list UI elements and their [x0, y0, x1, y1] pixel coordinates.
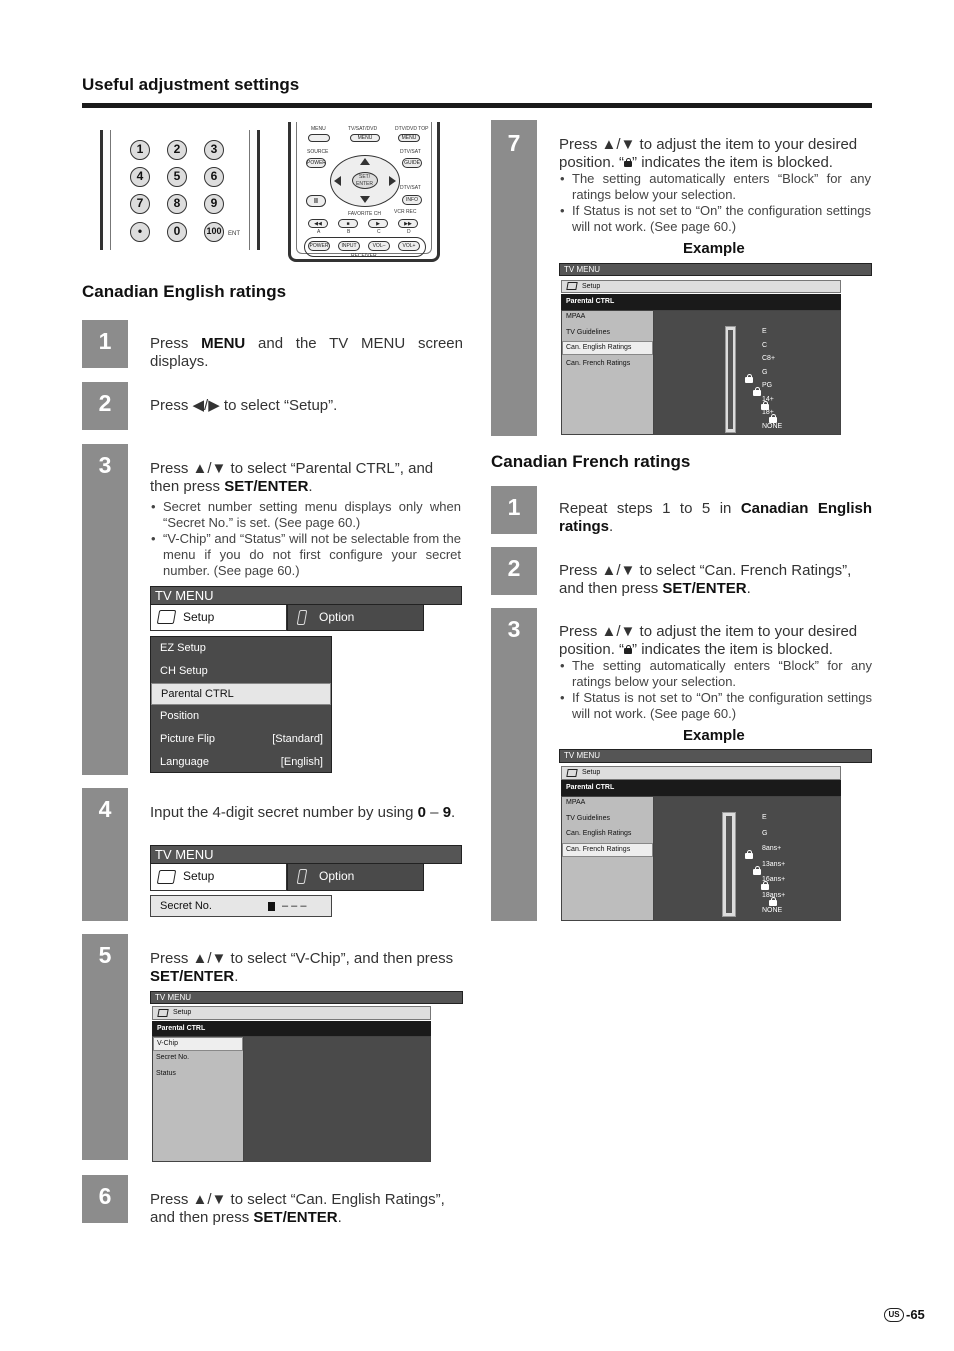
parental-header: Parental CTRL: [152, 1021, 431, 1036]
slider-track: [728, 330, 733, 429]
step-1-badge: 1: [82, 320, 128, 368]
dpad-left-icon: [334, 176, 341, 186]
keypad-key: 6: [204, 167, 224, 187]
french-step-1-badge: 1: [491, 486, 537, 534]
lock-icon: [624, 645, 632, 654]
tv-menu-title: TV MENU: [150, 845, 462, 864]
page-number: -65: [906, 1307, 925, 1322]
step-5-text: Press ▲/▼ to select “V-Chip”, and then press SET/ENTER.: [150, 950, 454, 985]
rating-item: NONE: [762, 422, 783, 430]
menu-item-can-english: Can. English Ratings: [566, 830, 632, 837]
rl-receiver: RECEIVER: [351, 253, 377, 259]
rating-slider: [725, 326, 736, 433]
lock-icon: [753, 866, 761, 875]
rating-item: E: [762, 814, 767, 821]
step-3-text: Press ▲/▼ to select “Parental CTRL”, and then press SET/ENTER.: [150, 460, 434, 495]
dpad-right-icon: [389, 176, 396, 186]
play-icon: ▶: [368, 219, 388, 228]
rl-dtvtop: DTV/DVD TOP: [395, 126, 429, 132]
rating-item: 8ans+: [762, 845, 782, 852]
secret-dashes: – – –: [282, 900, 307, 912]
step-7-bullets: [560, 171, 871, 235]
tv-menu-secret: [150, 845, 462, 920]
remote-illustration: [98, 120, 448, 265]
menu-item-position: Position: [160, 710, 200, 722]
rk-input: INPUT: [338, 241, 360, 251]
rating-item: C: [762, 341, 768, 349]
french-step-3-text: Press ▲/▼ to adjust the item to your desired position. “ ” indicates the item is blocked.: [559, 623, 858, 658]
header-rule: [82, 103, 872, 108]
keypad-key: 2: [167, 140, 187, 160]
french-step-2-badge: 2: [491, 547, 537, 595]
menu-item-can-french: Can. French Ratings: [566, 360, 631, 367]
rl-c: C: [377, 229, 381, 235]
ent-label: ENT: [228, 231, 240, 237]
rating-item: PG: [762, 382, 773, 389]
step-4-badge: 4: [82, 788, 128, 921]
rk-info: INFO: [402, 195, 422, 205]
rk-menu: MENU: [350, 134, 380, 142]
rating-item: 16ans+: [762, 876, 786, 883]
keypad-key: 5: [167, 167, 187, 187]
rating-item: C8+: [762, 355, 776, 362]
tv-menu-setup: [150, 586, 462, 776]
tv-menu-can-french: [559, 749, 872, 921]
rl-set: SET/: [359, 174, 371, 180]
step-7-text: Press ▲/▼ to adjust the item to your desired position. “ ” indicates the item is blocked.: [559, 136, 858, 171]
rl-menu: MENU: [311, 126, 326, 132]
step-4-text: Input the 4-digit secret number by using 0 – 9.: [150, 804, 456, 821]
keypad-key: 1: [130, 140, 150, 160]
step-1-text: Press MENU and the TV MENU screen displays.: [150, 335, 463, 370]
french-step-1-text: Repeat steps 1 to 5 in Canadian English ratings.: [559, 500, 872, 535]
bullet: • “V-Chip” and “Status” will not be selectable from the menu if you do not first configure your secret number. (See page 60.): [151, 531, 461, 579]
keypad-key: 3: [204, 140, 224, 160]
setup-tab-icon: [157, 870, 176, 884]
rl-d: D: [407, 229, 411, 235]
rating-item: E: [762, 328, 767, 335]
rating-item: G: [762, 829, 768, 837]
rk-menu-left: [308, 134, 330, 142]
forward-icon: ▶▶: [398, 219, 418, 228]
tv-menu-title: TV MENU: [559, 263, 872, 276]
step-6-text: Press ▲/▼ to select “Can. English Ratings”, and then press SET/ENTER.: [150, 1191, 445, 1226]
keypad-key: •: [130, 222, 150, 242]
dpad-up-icon: [360, 158, 370, 165]
keypad-key: 9: [204, 194, 224, 214]
tv-menu-title: TV MENU: [150, 991, 463, 1004]
rl-source: SOURCE: [307, 149, 329, 155]
stop-icon: ■: [338, 219, 358, 228]
french-section-title: Canadian French ratings: [491, 452, 691, 471]
tv-menu-can-english: [559, 263, 872, 435]
menu-item-mpaa: MPAA: [566, 799, 586, 806]
keypad-key: 0: [167, 222, 187, 242]
menu-item-parental-ctrl: Parental CTRL: [151, 683, 331, 705]
lock-icon: [624, 158, 632, 167]
lock-icon: [745, 850, 753, 859]
setup-bar: Setup: [152, 1006, 431, 1020]
rating-slider: [722, 812, 736, 917]
lock-icon: [753, 387, 761, 396]
rl-tvsat: TV/SAT/DVD: [348, 126, 378, 132]
step-3-badge: 3: [82, 444, 128, 775]
step-7-badge: 7: [491, 120, 537, 436]
menu-item-tv-guidelines: TV Guidelines: [566, 815, 610, 822]
rating-item: 13ans+: [762, 860, 786, 868]
page-section-title: Useful adjustment settings: [82, 75, 300, 94]
rl-a: A: [317, 229, 321, 235]
step-6-badge: 6: [82, 1175, 128, 1223]
keypad-key: 4: [130, 167, 150, 187]
setup-bar: Setup: [561, 280, 841, 293]
rating-item: 14+: [762, 395, 774, 403]
rk-guide: GUIDE: [402, 158, 422, 168]
tab-setup: Setup: [150, 605, 287, 631]
step-2-badge: 2: [82, 382, 128, 430]
rk-menu-right: MENU: [398, 134, 420, 142]
menu-item-language: Language [English]: [151, 751, 331, 774]
english-section-title: Canadian English ratings: [82, 282, 287, 301]
parental-header: Parental CTRL: [561, 294, 841, 310]
keypad-key: 8: [167, 194, 187, 214]
rating-item: NONE: [762, 907, 783, 914]
rk-power: POWER: [307, 160, 326, 166]
setup-bar: Setup: [561, 766, 841, 780]
step-5-badge: 5: [82, 934, 128, 1160]
menu-item-can-english: Can. English Ratings: [562, 341, 653, 355]
menu-item-picture-flip: Picture Flip [Standard]: [151, 728, 331, 751]
setup-icon: [157, 1009, 168, 1017]
vchip-item: V-Chip: [153, 1037, 243, 1051]
slider-track: [726, 816, 732, 913]
rl-enter: ENTER: [356, 181, 373, 187]
parental-header: Parental CTRL: [561, 780, 841, 796]
dpad-down-icon: [360, 196, 370, 203]
rating-item: 18ans+: [762, 891, 786, 899]
rating-item: 18+: [762, 409, 774, 416]
tab-option: Option: [287, 864, 424, 891]
bullet: • Secret number setting menu displays only when “Secret No.” is set. (See page 60.): [151, 499, 461, 531]
rl-dtvsat: DTV/SAT: [400, 149, 421, 155]
pause-icon: II: [306, 195, 326, 207]
rk-voldown: VOL–: [368, 241, 390, 251]
secret-cursor: [268, 902, 275, 911]
tv-menu-parental: [150, 991, 463, 1162]
keypad-key: 100: [204, 222, 224, 242]
menu-item-mpaa: MPAA: [566, 313, 586, 320]
bullet: • The setting automatically enters “Block” for any ratings below your selection.: [560, 171, 871, 203]
menu-item-ch-setup: CH Setup: [160, 665, 208, 677]
example-label: Example: [683, 240, 745, 257]
rl-b: B: [347, 229, 351, 235]
french-step-3-badge: 3: [491, 608, 537, 921]
rating-item: G: [762, 368, 768, 376]
rl-dtvsat2: DTV/SAT: [400, 185, 421, 191]
rewind-icon: ◀◀: [308, 219, 328, 228]
setup-icon: [566, 282, 577, 290]
picture-flip-value: [Standard]: [272, 733, 323, 745]
example-label: Example: [683, 727, 745, 744]
menu-item-tv-guidelines: TV Guidelines: [566, 329, 610, 336]
bullet: • The setting automatically enters “Block” for any ratings below your selection.: [560, 658, 872, 690]
bullet: • If Status is not set to “On” the configuration settings will not work. (See page 60.): [560, 203, 871, 235]
rl-vcrrec: VCR REC: [394, 209, 417, 215]
step-2-text: Press ◀/▶ to select “Setup”.: [150, 397, 338, 414]
rl-favorite: FAVORITE CH: [348, 211, 381, 217]
tab-option: Option: [287, 605, 424, 631]
tv-menu-title: TV MENU: [150, 586, 462, 605]
keypad-key: 7: [130, 194, 150, 214]
french-step-3-bullets: [560, 658, 872, 722]
setup-menu-list: [150, 636, 332, 773]
option-tab-icon: [297, 869, 308, 884]
rk-volup: VOL+: [398, 241, 420, 251]
bullet: • If Status is not set to “On” the configuration settings will not work. (See page 60.): [560, 690, 872, 722]
lock-icon: [745, 374, 753, 383]
tv-menu-title: TV MENU: [559, 749, 872, 763]
option-tab-icon: [297, 610, 308, 625]
secret-no-field: Secret No. – – –: [150, 895, 332, 917]
menu-item-can-french: Can. French Ratings: [562, 843, 653, 857]
setup-tab-icon: [157, 610, 176, 624]
step-3-bullets: [151, 499, 461, 579]
tab-setup: Setup: [150, 864, 287, 891]
region-badge-icon: US: [884, 1308, 904, 1322]
french-step-2-text: Press ▲/▼ to select “Can. French Ratings”, and then press SET/ENTER.: [559, 562, 852, 597]
menu-item-ez-setup: EZ Setup: [160, 642, 206, 654]
secret-no-item: Secret No.: [156, 1054, 190, 1061]
setup-icon: [566, 769, 577, 777]
status-item: Status: [156, 1070, 176, 1077]
language-value: [English]: [280, 756, 323, 768]
rk-power2: POWER: [309, 243, 329, 249]
